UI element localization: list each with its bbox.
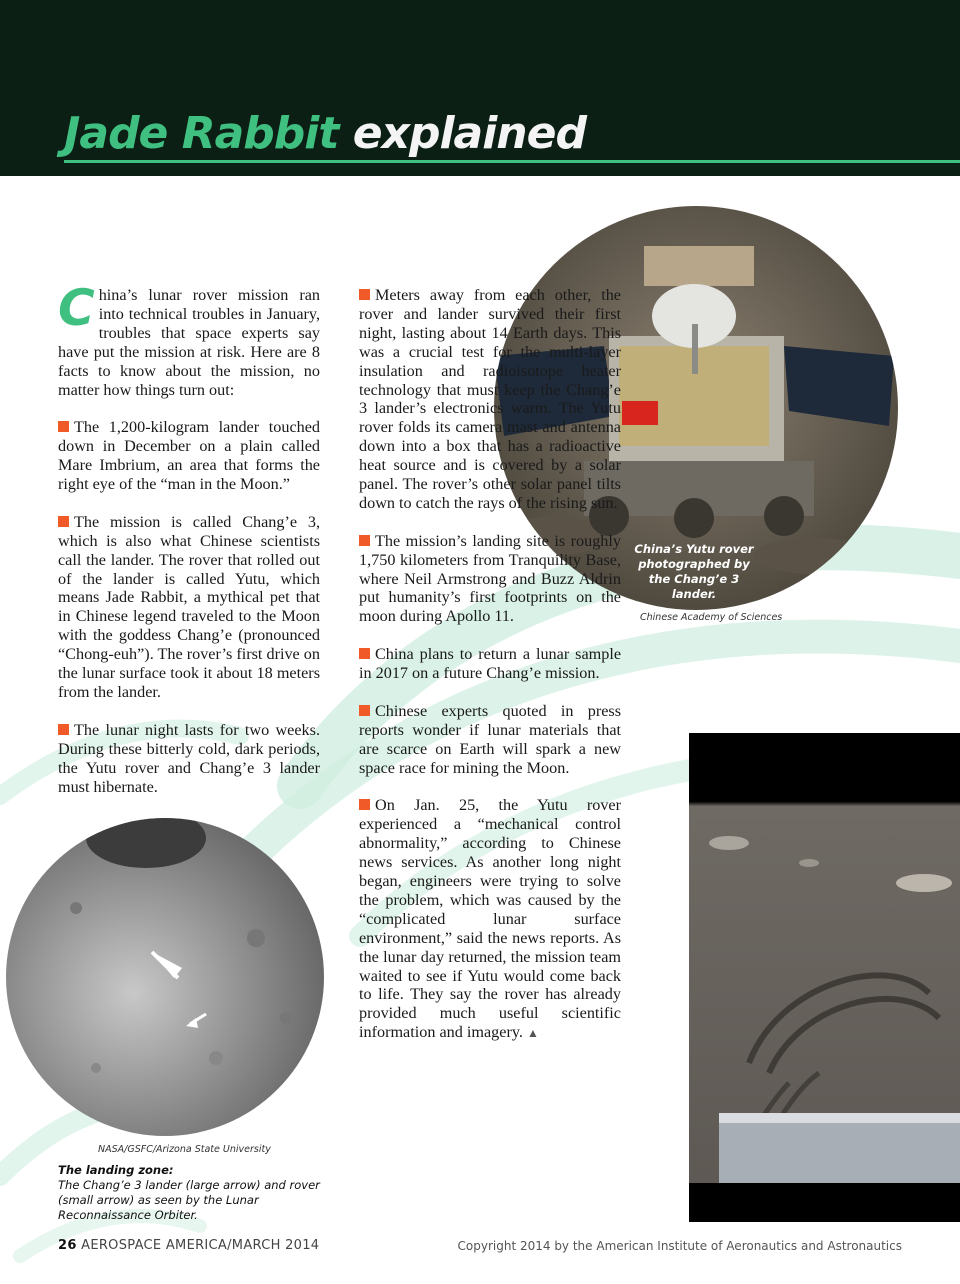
fact-paragraph: The 1,200-kilogram lander touched down in December on a plain called Mare Imbrium, an area that forms the right eye of the “man in the Moon.” — [58, 418, 320, 494]
magazine-name: AEROSPACE AMERICA/MARCH 2014 — [81, 1238, 320, 1253]
landing-zone-caption: The landing zone: The Chang’e 3 lander (large arrow) and rover (small arrow) as seen by the Lunar Reconnaissance Orbiter. — [58, 1163, 320, 1222]
title-explained: explained — [352, 108, 586, 159]
bullet-square-icon — [58, 724, 69, 735]
fact-paragraph: The lunar night lasts for two weeks. During these bitterly cold, dark periods, the Yutu rover and Chang’e 3 lander must hibernate. — [58, 720, 320, 796]
fact-paragraph: On Jan. 25, the Yutu rover experienced a “mechanical control abnormality,” according to Chinese news services. As another long night began, engineers were trying to solve the problem, which was caused by the “complicated lunar surface environment,” said the news reports. As the lunar day returned, the mission team waited to see if Yutu would come back to life. They say the rover has already provided much useful scientific information and imagery. ▲ — [359, 796, 621, 1042]
landing-zone-credit: NASA/GSFC/Arizona State University — [98, 1144, 271, 1155]
fact-paragraph: China plans to return a lunar sample in 2017 on a future Chang’e mission. — [359, 645, 621, 683]
copyright-notice: Copyright 2014 by the American Institute of Aeronautics and Astronautics — [457, 1239, 902, 1253]
page-number: 26 — [58, 1238, 77, 1253]
fact-paragraph: Chinese experts quoted in press reports wonder if lunar materials that are scarce on Earth will spark a new space race for mining the Moon. — [359, 701, 621, 777]
bullet-square-icon — [58, 516, 69, 527]
end-mark-icon: ▲ — [526, 1026, 539, 1041]
title-jade-rabbit: Jade Rabbit — [64, 108, 339, 159]
bullet-square-icon — [359, 705, 370, 716]
intro-paragraph: China’s lunar rover mission ran into technical troubles in January, troubles that space experts say have put the mission at risk. Here are 8 facts to know about the mission, no matter how things turn out: — [58, 279, 320, 399]
bullet-square-icon — [359, 799, 370, 810]
bullet-square-icon — [359, 648, 370, 659]
landing-zone-illustration — [6, 818, 324, 1136]
rover-photo-credit: Chinese Academy of Sciences — [640, 612, 783, 623]
footer-left — [58, 1238, 319, 1253]
landing-zone-photo — [6, 818, 324, 1136]
rover-photo-caption: China’s Yutu rover photographed by the Chang’e 3 lander. — [634, 542, 754, 601]
page-title — [64, 108, 586, 159]
bullet-square-icon — [359, 535, 370, 546]
fact-paragraph: The mission is called Chang’e 3, which is also what Chinese scientists call the lander. The rover that rolled out of the lander is called Yutu, which means Jade Rabbit, a mythical pet that in Chinese legend traveled to the Moon with the goddess Chang’e (pronounced “Chong-euh”). The rover’s first drive on the lunar surface took it about 18 meters from the lander. — [58, 512, 320, 701]
drop-cap: C — [58, 279, 95, 337]
lunar-surface-photo — [689, 733, 960, 1222]
fact-paragraph-wrapped: Meters away from each other, the rover and lander survived their first night, lasting about 14 Earth days. This was a crucial test for the multi-layer insulation and radioisotope heater technology that must keep the Chang’e 3 lander’s electronics warm. The Yutu rover folds its camera mast and antenna down into a box that has a radioactive heat source and is covered by a solar panel. The rover’s other solar panel tilts down to catch the rays of the rising sun. — [359, 286, 621, 512]
fact-paragraph: The mission’s landing site is roughly 1,750 kilometers from Tranquility Base, where Neil Armstrong and Buzz Aldrin put humanity’s first footprints on the moon during Apollo 11. — [359, 531, 621, 626]
column-middle — [359, 286, 621, 1062]
bullet-square-icon — [359, 289, 370, 300]
lunar-surface-illustration — [689, 733, 960, 1222]
title-underline — [64, 160, 960, 163]
column-left — [58, 279, 320, 815]
bullet-square-icon — [58, 421, 69, 432]
